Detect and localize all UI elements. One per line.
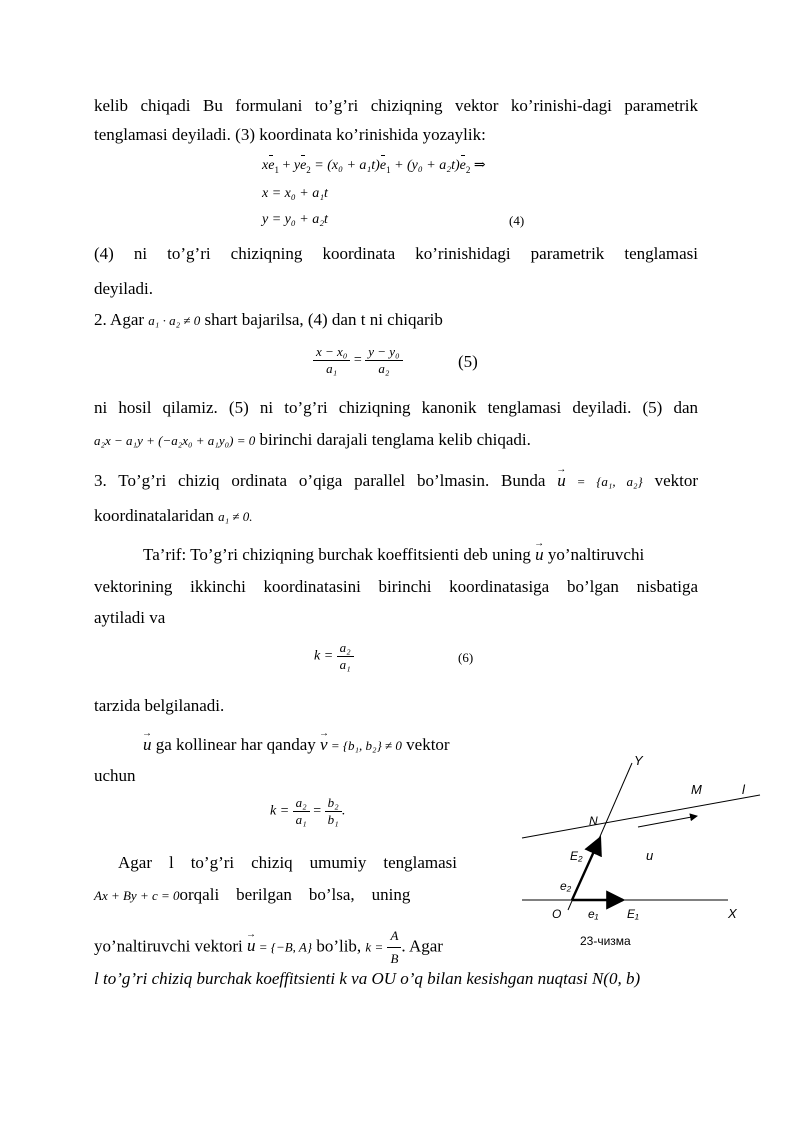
line-l [522,795,760,838]
paragraph-line: kelib chiqadi Bu formulani to’g’ri chiziqning vektor ko’rinishi-dagi parametrik [94,96,698,115]
label-line-l: l [742,782,745,797]
equation-x-param: x = x₀ + a₁t [262,186,328,201]
label-vector-e1: e₁ [588,907,599,921]
paragraph-line: → u ga kollinear har qanday → v = {b₁, b₂} ≠ 0 vektor [143,734,450,757]
paragraph-line: Agar l to’g’ri chiziq umumiy tenglamasi [118,853,457,872]
label-point-m: M [691,782,702,797]
equation-canonical: $\frac{\text{x − x₀}}{\text{a₁}}$ = $\frac{\text{y − y₀}}{\text{a₂}}$ [313,344,403,377]
paragraph-line: tenglamasi deyiladi. (3) koordinata ko’rinishida yozaylik: [94,125,486,144]
paragraph-line: Ax + By + c = 0orqali berilgan bo’lsa, uning [94,885,411,904]
paragraph-line: tarzida belgilanadi. [94,696,225,715]
equation-slope: k = $\frac{\text{a₂}}{\text{a₁}}$ [314,640,354,673]
equation-vector-form: $xe_1 + ye_2 = (x_0 + a_1t)e_1 + (y_0 + a_2t)e_2$ ⇒ [262,158,486,175]
paragraph-line: 2. Agar a₁ · a₂ ≠ 0 shart bajarilsa, (4) dan t ni chiqarib [94,310,443,329]
paragraph-line: aytiladi va [94,608,166,627]
label-x-axis: X [728,906,737,921]
equation-number: (6) [458,650,474,665]
paragraph-line: l to’g’ri chiziq burchak koeffitsienti k va OU o’q bilan kesishgan nuqtasi N(0, b) [94,969,641,988]
label-point-n: N [589,814,598,828]
label-origin: O [552,907,562,921]
figure-caption: 23-чизма [580,934,631,948]
paragraph-line: yo’naltiruvchi vektori → u = {−B, A} bo’lib, k = $\frac{A}{B}$ . Agar [94,925,443,970]
paragraph-line: (4) ni to’g’ri chiziqning koordinata ko’rinishidagi parametrik tenglamasi [94,244,698,263]
vector-u [638,816,697,827]
label-vector-e1-big: E₁ [627,907,639,921]
equation-number: (5) [458,352,478,371]
paragraph-line: 3. To’g’ri chiziq ordinata o’qiga parallel bo’lmasin. Bunda → u = {a₁, a₂} vektor [94,470,698,493]
label-y-axis: Y [634,753,643,768]
label-vector-e2-big: E₂ [570,849,583,863]
paragraph-line: ni hosil qilamiz. (5) ni to’g’ri chiziqning kanonik tenglamasi deyiladi. (5) dan [94,398,698,417]
equation-number: (4) [509,213,525,228]
equation-y-param: y = y₀ + a₂t [262,212,328,227]
vector-e2 [572,838,600,900]
paragraph-line: koordinatalaridan a₁ ≠ 0. [94,506,253,525]
label-vector-e2: e₂ [560,879,572,893]
label-vector-u: u [646,848,654,863]
figure-line-diagram [510,750,770,955]
paragraph-line: vektorining ikkinchi koordinatasini birinchi koordinatasiga bo’lgan nisbatiga [94,577,698,596]
paragraph-line: uchun [94,766,136,785]
paragraph-line: deyiladi. [94,279,154,298]
paragraph-line: a₂x − a₁y + (−a₂x₀ + a₁y₀) = 0 birinchi darajali tenglama kelib chiqadi. [94,430,531,449]
definition-line: Ta’rif: To’g’ri chiziqning burchak koeffitsienti deb uning → u yo’naltiruvchi [143,544,644,566]
equation-collinear-slope: k = $\frac{\text{a₂}}{\text{a₁}}$ = $\frac{\text{b₂}}{\text{b₁}}$ . [270,795,346,827]
